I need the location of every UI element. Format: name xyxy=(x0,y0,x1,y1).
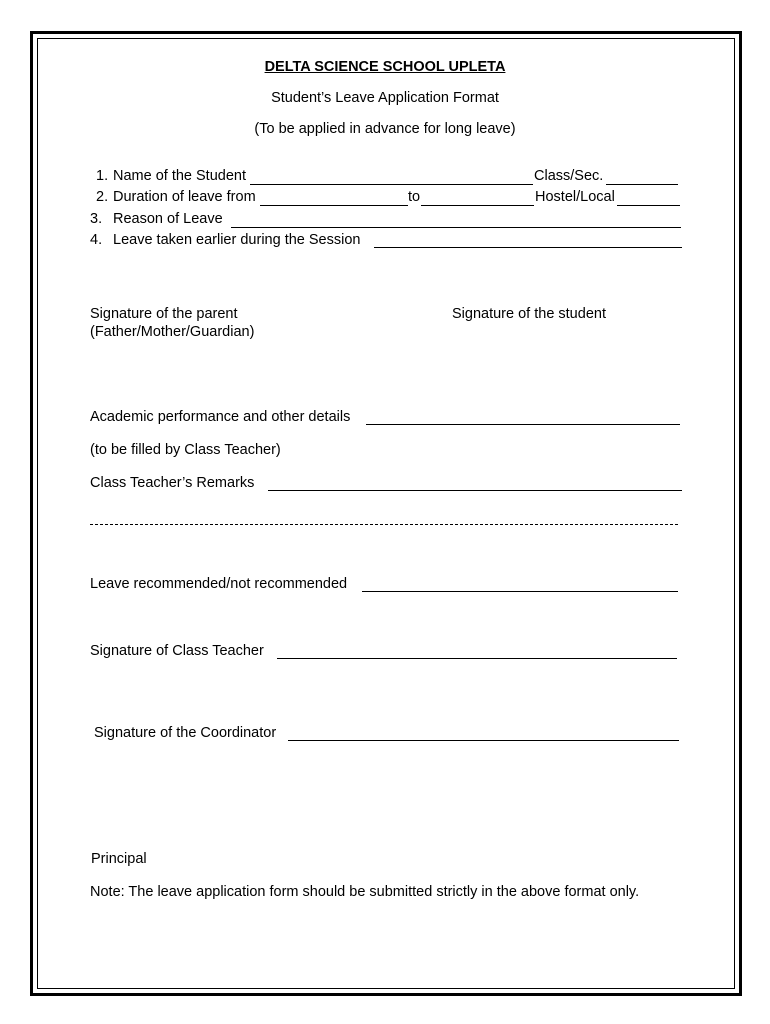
student-name-label: Name of the Student xyxy=(113,168,246,184)
duration-to-label: to xyxy=(408,189,421,205)
class-sec-label: Class/Sec. xyxy=(534,168,604,184)
student-name-line xyxy=(250,184,533,185)
hostel-local-label: Hostel/Local xyxy=(535,189,615,205)
duration-to-line xyxy=(421,205,534,206)
coordinator-signature-line xyxy=(288,740,679,741)
academic-label: Academic performance and other details xyxy=(90,409,351,425)
parent-signature-sub: (Father/Mother/Guardian) xyxy=(90,324,255,340)
item-number-4: 4. xyxy=(90,232,103,248)
submission-note: Note: The leave application form should be submitted strictly in the above format only. xyxy=(90,884,640,900)
class-sec-line xyxy=(606,184,678,185)
form-instruction: (To be applied in advance for long leave) xyxy=(254,121,516,137)
duration-label: Duration of leave from xyxy=(113,189,256,205)
item-number-2: 2. xyxy=(96,189,109,205)
student-signature-label: Signature of the student xyxy=(452,306,606,322)
remarks-line xyxy=(268,490,682,491)
class-teacher-signature-line xyxy=(277,658,677,659)
coordinator-signature-label: Signature of the Coordinator xyxy=(94,725,277,741)
class-teacher-signature-label: Signature of Class Teacher xyxy=(90,643,264,659)
recommended-label: Leave recommended/not recommended xyxy=(90,576,348,592)
leave-taken-line xyxy=(374,247,682,248)
parent-signature-label: Signature of the parent xyxy=(90,306,238,322)
item-number-3: 3. xyxy=(90,211,103,227)
form-title: Student’s Leave Application Format xyxy=(271,90,499,106)
reason-line xyxy=(231,227,681,228)
hostel-local-line xyxy=(617,205,680,206)
leave-taken-label: Leave taken earlier during the Session xyxy=(113,232,361,248)
remarks-label: Class Teacher’s Remarks xyxy=(90,475,255,491)
recommended-line xyxy=(362,591,678,592)
filled-by-note: (to be filled by Class Teacher) xyxy=(90,442,281,458)
principal-label: Principal xyxy=(91,851,147,867)
duration-from-line xyxy=(260,205,408,206)
school-name: DELTA SCIENCE SCHOOL UPLETA xyxy=(264,59,506,75)
item-number-1: 1. xyxy=(96,168,109,184)
reason-label: Reason of Leave xyxy=(113,211,223,227)
academic-line xyxy=(366,424,680,425)
remarks-extra-line xyxy=(90,524,678,525)
